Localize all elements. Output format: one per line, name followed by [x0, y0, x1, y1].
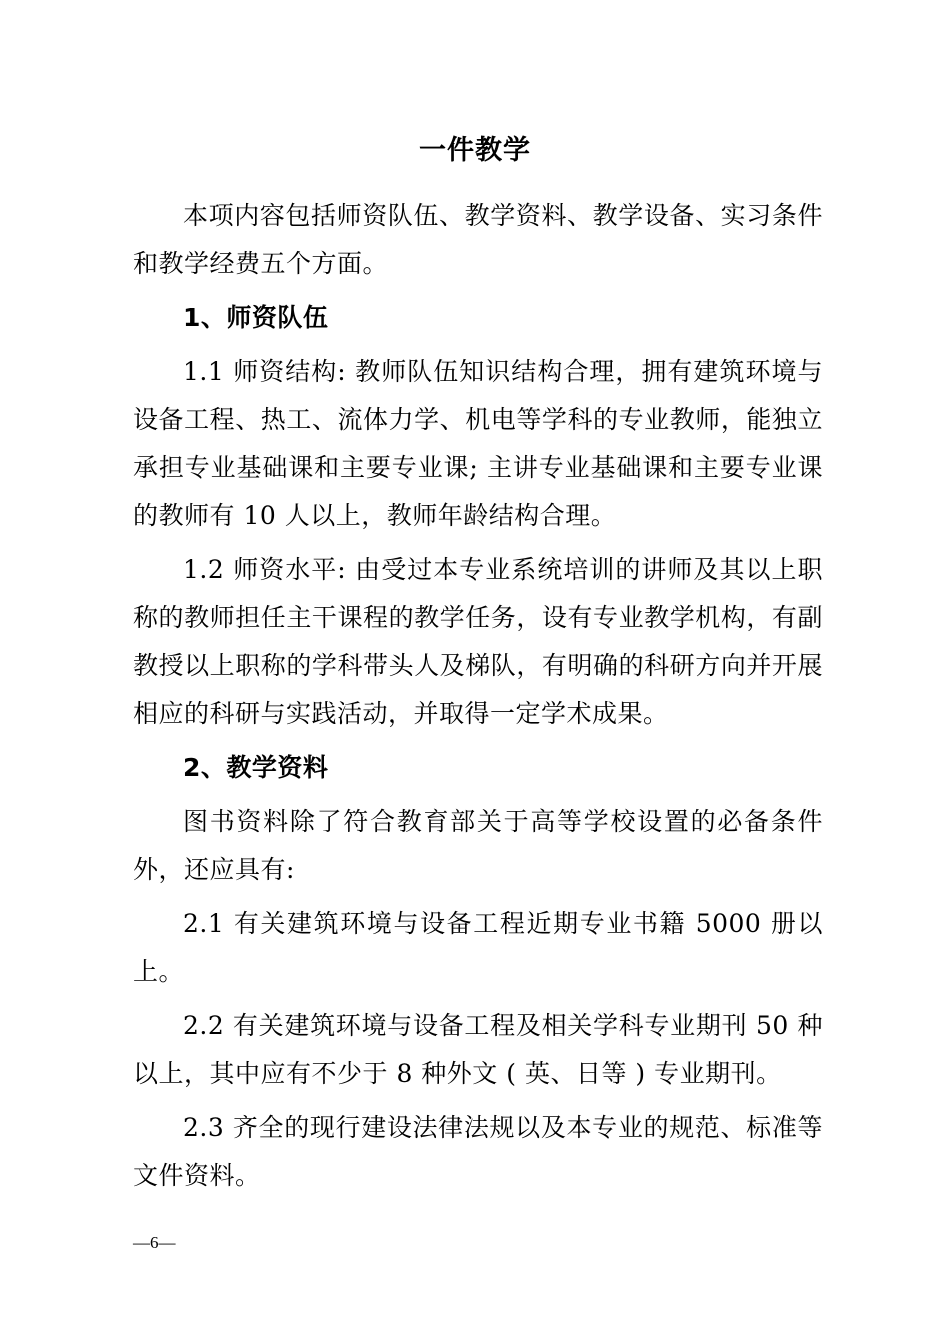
page-number: —6—	[133, 1233, 176, 1252]
paragraph-faculty-level: 1.2 师资水平: 由受过本专业系统培训的讲师及其以上职称的教师担任主干课程的教学任务，设有专业教学机构，有副教授以上职称的学科带头人及梯队，有明确的科研方向并开展相应的科研与实践活动，并取得一定学术成果。	[133, 555, 823, 728]
document-body	[133, 192, 823, 1200]
paragraph-journals: 2.2 有关建筑环境与设备工程及相关学科专业期刊 50 种以上，其中应有不少于 8 种外文 ( 英、日等 ) 专业期刊。	[133, 1011, 823, 1088]
paragraph-regulations: 2.3 齐全的现行建设法律法规以及本专业的规范、标准等文件资料。	[133, 1113, 823, 1190]
section-heading-faculty: 1、师资队伍	[183, 303, 329, 332]
paragraph-materials-intro: 图书资料除了符合教育部关于高等学校设置的必备条件外，还应具有:	[133, 807, 823, 884]
page-title: 一件教学	[419, 135, 531, 166]
paragraph-books: 2.1 有关建筑环境与设备工程近期专业书籍 5000 册以上。	[133, 909, 823, 986]
section-heading-materials: 2、教学资料	[183, 753, 329, 782]
paragraph-faculty-structure: 1.1 师资结构: 教师队伍知识结构合理，拥有建筑环境与设备工程、热工、流体力学、机电等学科的专业教师，能独立承担专业基础课和主要专业课; 主讲专业基础课和主要专业课的教师有 10 人以上，教师年龄结构合理。	[133, 357, 823, 530]
intro-paragraph: 本项内容包括师资队伍、教学资料、教学设备、实习条件和教学经费五个方面。	[133, 201, 823, 278]
